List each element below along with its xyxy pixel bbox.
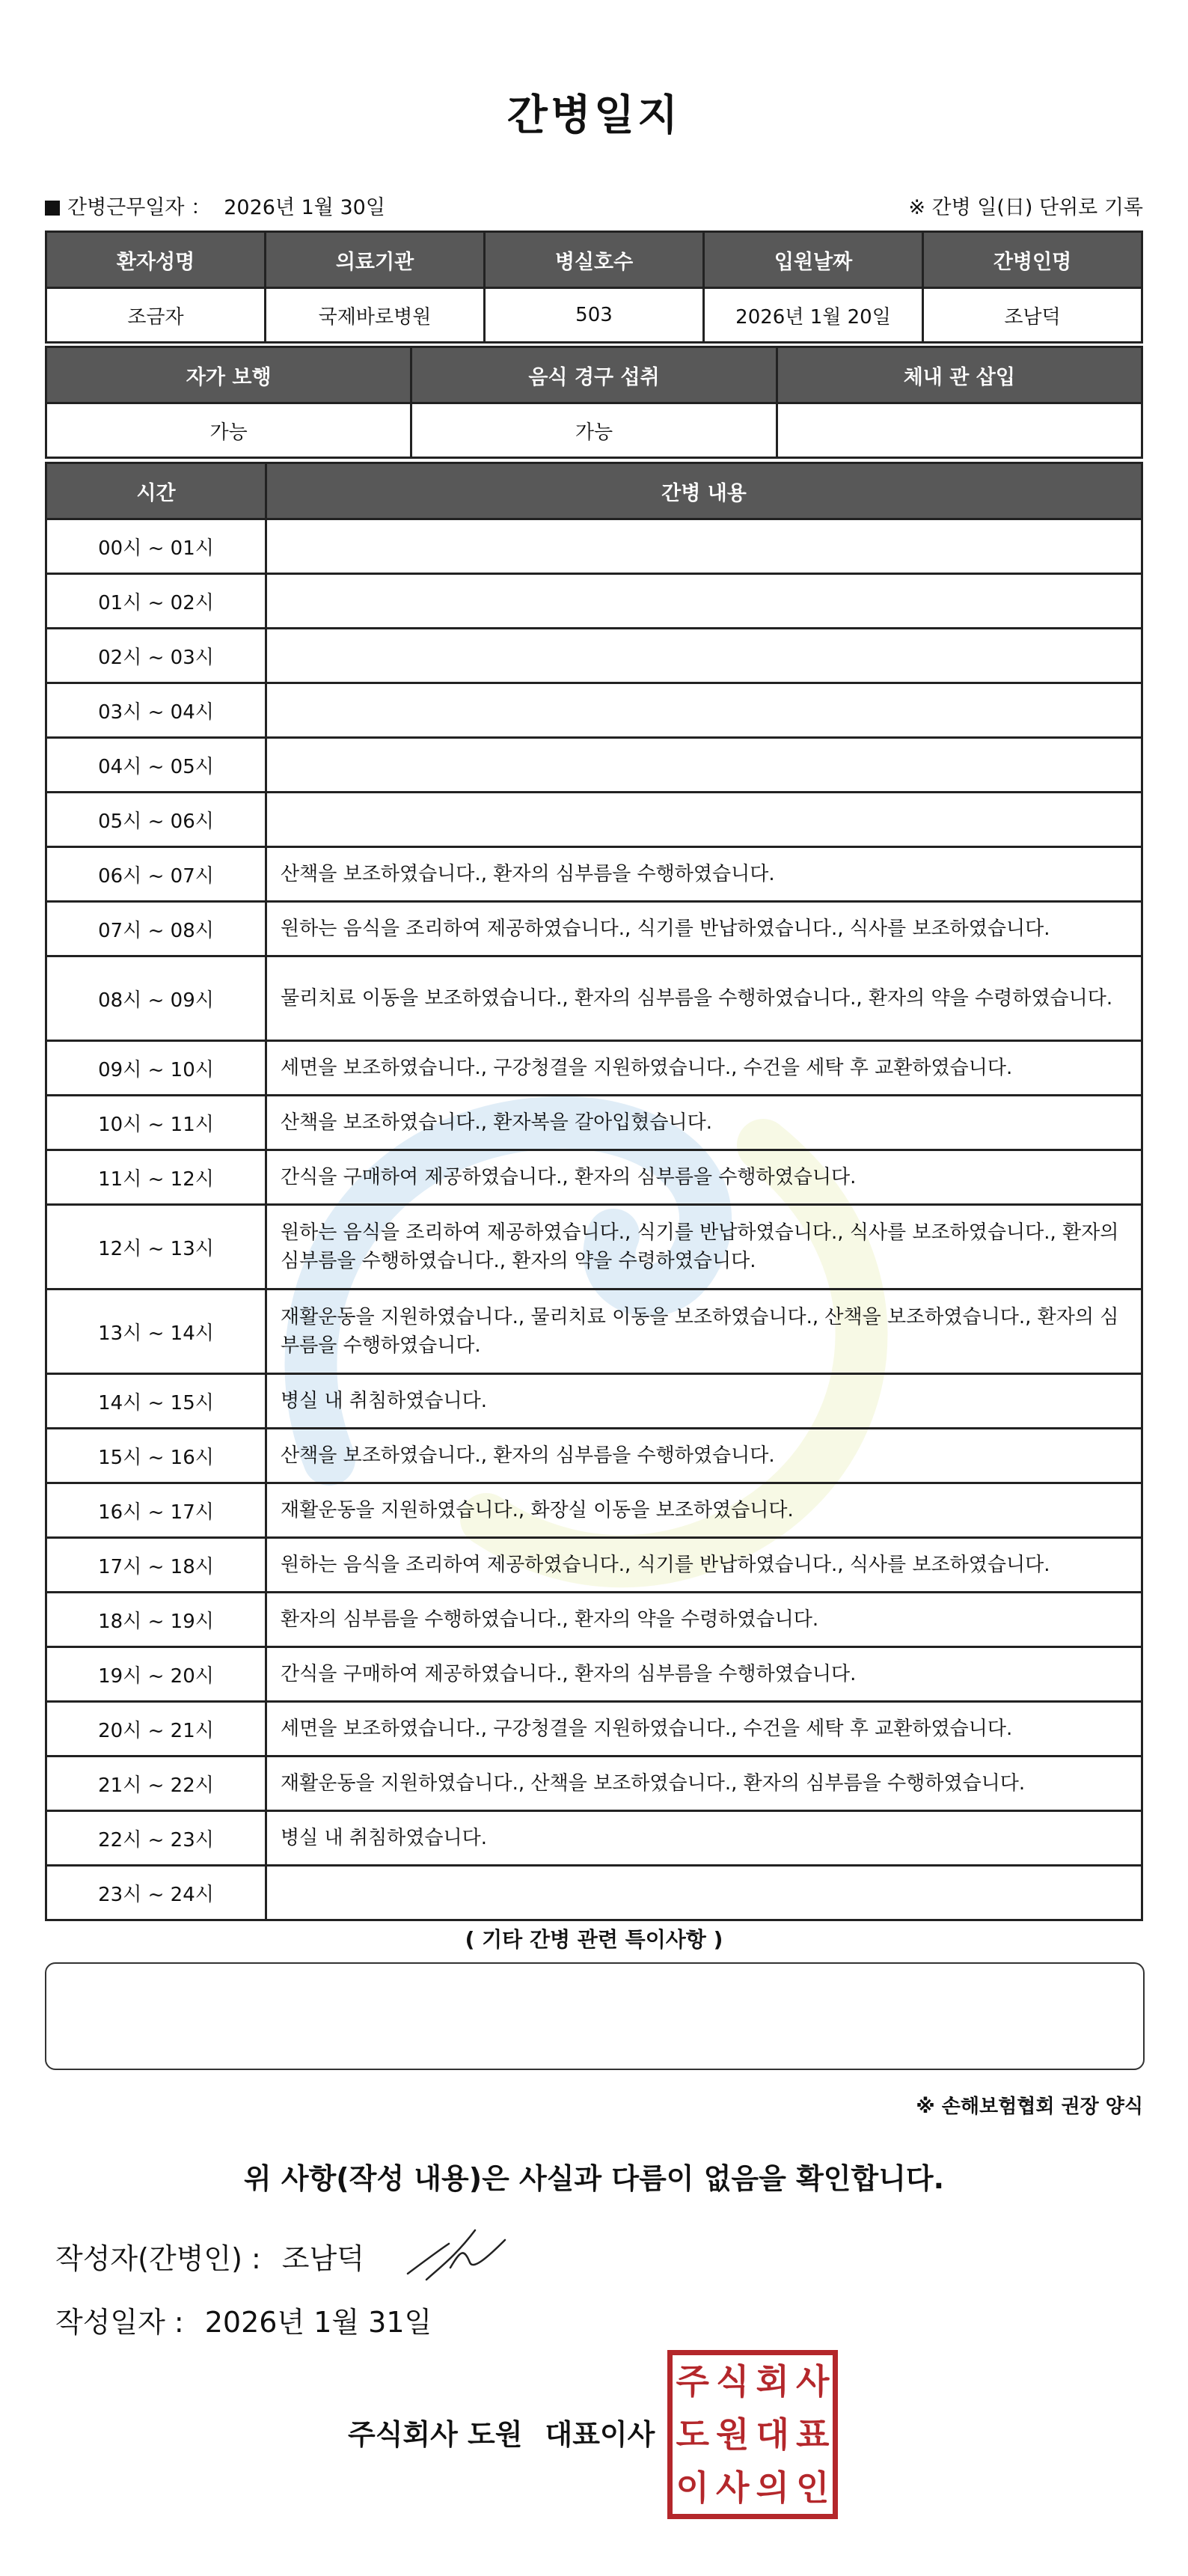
company-name: 주식회사 도원 <box>348 2418 523 2451</box>
writer-label: 작성자(간병인) : <box>55 2242 261 2275</box>
header-caregiver: 간병인명 <box>923 232 1142 288</box>
seal-char: 의 <box>756 2467 789 2508</box>
seal-char: 대 <box>756 2414 789 2455</box>
table-row <box>46 288 1142 343</box>
table-row <box>46 1702 1142 1756</box>
header-room: 병실호수 <box>485 232 704 288</box>
time-cell: 16시 ~ 17시 <box>46 1483 266 1538</box>
time-cell: 03시 ~ 04시 <box>46 683 266 738</box>
time-cell: 07시 ~ 08시 <box>46 902 266 956</box>
table-row <box>46 574 1142 629</box>
work-date-value: 2026년 1월 30일 <box>224 196 385 219</box>
company-rep: 대표이사 <box>545 2418 655 2451</box>
hospital-name: 국제바로병원 <box>266 288 485 343</box>
table-row <box>46 847 1142 902</box>
care-content-cell: 원하는 음식을 조리하여 제공하였습니다., 식기를 반납하였습니다., 식사를 보조하였습니다., 환자의 심부름을 수행하였습니다., 환자의 약을 수령하였습니다. <box>266 1205 1142 1289</box>
table-row <box>46 1483 1142 1538</box>
table-row <box>46 1150 1142 1205</box>
seal-char: 표 <box>796 2414 830 2455</box>
company-seal <box>667 2350 838 2519</box>
time-cell: 09시 ~ 10시 <box>46 1041 266 1096</box>
time-cell: 18시 ~ 19시 <box>46 1593 266 1647</box>
table-row <box>46 1538 1142 1593</box>
page-title: 간병일지 <box>506 91 682 140</box>
time-cell: 12시 ~ 13시 <box>46 1205 266 1289</box>
care-content-cell: 간식을 구매하여 제공하였습니다., 환자의 심부름을 수행하였습니다. <box>266 1150 1142 1205</box>
care-content-cell <box>266 683 1142 738</box>
table-row <box>46 519 1142 574</box>
table-row <box>46 1429 1142 1483</box>
time-cell: 02시 ~ 03시 <box>46 629 266 683</box>
care-content-cell: 원하는 음식을 조리하여 제공하였습니다., 식기를 반납하였습니다., 식사를 보조하였습니다. <box>266 1538 1142 1593</box>
table-row <box>46 1041 1142 1096</box>
seal-char: 도 <box>676 2414 709 2455</box>
header-care-content: 간병 내용 <box>266 463 1142 519</box>
time-cell: 22시 ~ 23시 <box>46 1811 266 1866</box>
tube-insertion-value <box>777 403 1142 458</box>
header-hospital: 의료기관 <box>266 232 485 288</box>
table-header-row <box>46 463 1142 519</box>
care-content-cell: 세면을 보조하였습니다., 구강청결을 지원하였습니다., 수건을 세탁 후 교환하였습니다. <box>266 1702 1142 1756</box>
special-notes-box <box>45 1962 1145 2070</box>
time-cell: 14시 ~ 15시 <box>46 1374 266 1429</box>
table-row <box>46 1811 1142 1866</box>
hourly-log-table <box>45 462 1143 1921</box>
care-content-cell: 병실 내 취침하였습니다. <box>266 1811 1142 1866</box>
care-content-cell: 재활운동을 지원하였습니다., 화장실 이동을 보조하였습니다. <box>266 1483 1142 1538</box>
date-value: 2026년 1월 31일 <box>204 2306 432 2339</box>
table-row <box>46 1289 1142 1374</box>
confirmation-statement: 위 사항(작성 내용)은 사실과 다름이 없음을 확인합니다. <box>243 2162 945 2195</box>
date-label: 작성일자 : <box>55 2306 184 2339</box>
time-cell: 21시 ~ 22시 <box>46 1756 266 1811</box>
time-cell: 10시 ~ 11시 <box>46 1096 266 1150</box>
table-row <box>46 738 1142 793</box>
written-date-line <box>55 2299 432 2340</box>
patient-name: 조금자 <box>46 288 266 343</box>
care-content-cell <box>266 519 1142 574</box>
time-cell: 17시 ~ 18시 <box>46 1538 266 1593</box>
care-content-cell: 산책을 보조하였습니다., 환자의 심부름을 수행하였습니다. <box>266 847 1142 902</box>
header-admission-date: 입원날짜 <box>704 232 923 288</box>
special-notes-title: ( 기타 간병 관련 특이사항 ) <box>465 1927 723 1952</box>
care-content-cell: 물리치료 이동을 보조하였습니다., 환자의 심부름을 수행하였습니다., 환자의 약을 수령하였습니다. <box>266 956 1142 1041</box>
work-date <box>45 191 385 220</box>
care-content-cell <box>266 738 1142 793</box>
time-cell: 23시 ~ 24시 <box>46 1866 266 1920</box>
writer-line <box>55 2235 364 2277</box>
table-row <box>46 1593 1142 1647</box>
time-cell: 05시 ~ 06시 <box>46 793 266 847</box>
care-content-cell: 재활운동을 지원하였습니다., 물리치료 이동을 보조하였습니다., 산책을 보조하였습니다., 환자의 심부름을 수행하였습니다. <box>266 1289 1142 1374</box>
table-header-row <box>46 232 1142 288</box>
header-self-walking: 자가 보행 <box>46 347 411 403</box>
table-row <box>46 1374 1142 1429</box>
seal-char: 회 <box>756 2361 789 2402</box>
care-content-cell <box>266 629 1142 683</box>
care-content-cell: 산책을 보조하였습니다., 환자복을 갈아입혔습니다. <box>266 1096 1142 1150</box>
seal-char: 주 <box>676 2361 709 2402</box>
table-row <box>46 683 1142 738</box>
table-row <box>46 1756 1142 1811</box>
header-tube-insertion: 체내 관 삽입 <box>777 347 1142 403</box>
care-content-cell: 원하는 음식을 조리하여 제공하였습니다., 식기를 반납하였습니다., 식사를 보조하였습니다. <box>266 902 1142 956</box>
time-cell: 13시 ~ 14시 <box>46 1289 266 1374</box>
header-oral-intake: 음식 경구 섭취 <box>411 347 777 403</box>
time-cell: 11시 ~ 12시 <box>46 1150 266 1205</box>
table-row <box>46 793 1142 847</box>
table-row <box>46 1205 1142 1289</box>
care-content-cell <box>266 793 1142 847</box>
table-row <box>46 902 1142 956</box>
table-row <box>46 1647 1142 1702</box>
care-content-cell <box>266 1866 1142 1920</box>
care-content-cell: 세면을 보조하였습니다., 구강청결을 지원하였습니다., 수건을 세탁 후 교환하였습니다. <box>266 1041 1142 1096</box>
seal-char: 식 <box>716 2361 750 2402</box>
care-content-cell: 재활운동을 지원하였습니다., 산책을 보조하였습니다., 환자의 심부름을 수행하였습니다. <box>266 1756 1142 1811</box>
writer-name: 조남덕 <box>281 2242 364 2275</box>
room-number: 503 <box>485 288 704 343</box>
seal-char: 원 <box>716 2414 750 2455</box>
oral-intake-value: 가능 <box>411 403 777 458</box>
care-content-cell: 환자의 심부름을 수행하였습니다., 환자의 약을 수령하였습니다. <box>266 1593 1142 1647</box>
time-cell: 15시 ~ 16시 <box>46 1429 266 1483</box>
time-cell: 04시 ~ 05시 <box>46 738 266 793</box>
care-content-cell: 간식을 구매하여 제공하였습니다., 환자의 심부름을 수행하였습니다. <box>266 1647 1142 1702</box>
time-cell: 20시 ~ 21시 <box>46 1702 266 1756</box>
table-row <box>46 629 1142 683</box>
signature-image <box>404 2221 516 2289</box>
company-line <box>348 2411 655 2453</box>
table-row <box>46 956 1142 1041</box>
ability-table <box>45 346 1143 459</box>
time-cell: 08시 ~ 09시 <box>46 956 266 1041</box>
table-row <box>46 1866 1142 1920</box>
work-date-label: 간병근무일자 ： <box>67 196 212 219</box>
admission-date: 2026년 1월 20일 <box>704 288 923 343</box>
recommend-note: ※ 손해보험협회 권장 양식 <box>916 2096 1143 2118</box>
unit-note: ※ 간병 일(日) 단위로 기록 <box>908 196 1143 219</box>
header-time: 시간 <box>46 463 266 519</box>
square-bullet-icon <box>45 201 60 216</box>
care-content-cell: 병실 내 취침하였습니다. <box>266 1374 1142 1429</box>
seal-char: 인 <box>796 2467 830 2508</box>
patient-info-table <box>45 231 1143 344</box>
table-header-row <box>46 347 1142 403</box>
header-patient-name: 환자성명 <box>46 232 266 288</box>
table-row <box>46 403 1142 458</box>
care-content-cell <box>266 574 1142 629</box>
seal-char: 사 <box>716 2467 750 2508</box>
seal-char: 사 <box>796 2361 830 2402</box>
caregiver-name: 조남덕 <box>923 288 1142 343</box>
time-cell: 06시 ~ 07시 <box>46 847 266 902</box>
table-row <box>46 1096 1142 1150</box>
care-content-cell: 산책을 보조하였습니다., 환자의 심부름을 수행하였습니다. <box>266 1429 1142 1483</box>
time-cell: 01시 ~ 02시 <box>46 574 266 629</box>
seal-char: 이 <box>676 2467 709 2508</box>
time-cell: 19시 ~ 20시 <box>46 1647 266 1702</box>
time-cell: 00시 ~ 01시 <box>46 519 266 574</box>
self-walking-value: 가능 <box>46 403 411 458</box>
